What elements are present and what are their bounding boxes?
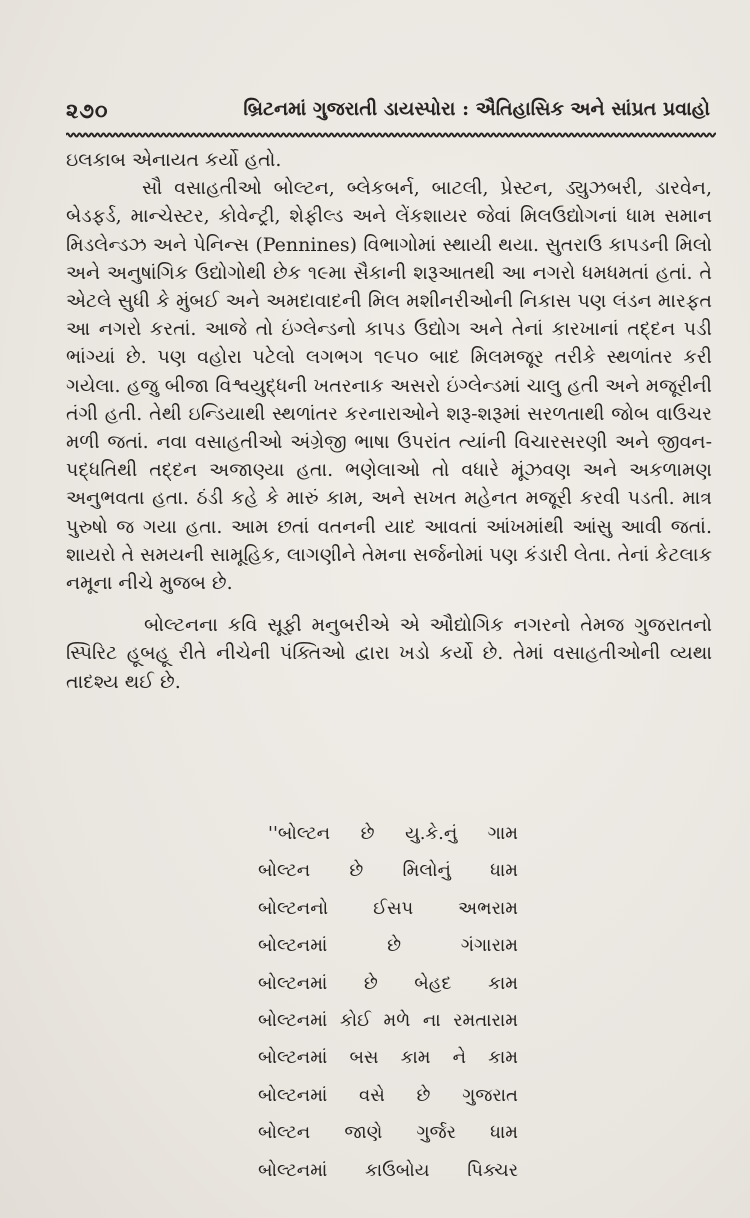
poem-line: બોલ્ટન છે મિલોનું ધામ <box>258 860 518 882</box>
page-header <box>66 98 710 134</box>
paragraph: સૌ વસાહતીઓ બોલ્ટન, બ્લેકબર્ન, બાટલી, પ્રેસ્ટન, ડ્યુઝબરી, ડારવેન, બેડફર્ડ, માન્ચેસ્ટર, કોવેન્ટ્રી, શેફીલ્ડ અને લેંકશાયર જેવાં મિલઉદ્યોગનાં ધામ સમાન મિડલેન્ડઝ અને પેનિન્સ (Pennines) વિભાગોમાં સ્થાયી થયા. સુતરાઉ કાપડની મિલો અને અનુષાંગિક ઉદ્યોગોથી છેક ૧૯મા સૈકાની શરૂઆતથી આ નગરો ધમધમતાં હતાં. તે એટલે સુધી કે મુંબઈ અને અમદાવાદની મિલ મશીનરીઓની નિકાસ પણ લંડન મારફત આ નગરો કરતાં. આજે તો ઇંગ્લેન્ડનો કાપડ ઉદ્યોગ અને તેનાં કારખાનાં તદ્દન પડી ભાંગ્યાં છે. પણ વહોરા પટેલો લગભગ ૧૯૫૦ બાદ મિલમજૂર તરીકે સ્થળાંતર કરી ગયેલા. હજુ બીજા વિશ્વયુદ્ધની ખતરનાક અસરો ઇંગ્લેન્ડમાં ચાલુ હતી અને મજૂરીની તંગી હતી. તેથી ઇન્ડિયાથી સ્થળાંતર કરનારાઓને શરૂ-શરૂમાં સરળતાથી જોબ વાઉચર મળી જતાં. નવા વસાહતીઓ અંગ્રેજી ભાષા ઉપરાંત ત્યાંની વિચારસરણી અને જીવન-પદ્ધતિથી તદ્દન અજાણ્યા હતા. ભણેલાઓ તો વધારે મૂંઝવણ અને અકળામણ અનુભવતા હતા. ઠંડી કહે કે મારું કામ, અને સખત મહેનત મજૂરી કરવી પડતી. માત્ર પુરુષો જ ગયા હતા. આમ છતાં વતનની યાદ આવતાં આંખમાંથી આંસુ આવી જતાં. શાયરો તે સમયની સામૂહિક, લાગણીને તેમના સર્જનોમાં પણ કંડારી લેતા. તેનાં કેટલાક નમૂના નીચે મુજબ છે. <box>66 177 712 595</box>
poem-line: બોલ્ટનનો ઈસપ અભરામ <box>258 897 518 919</box>
wavy-divider <box>66 131 716 139</box>
poem <box>258 815 518 1189</box>
body-text <box>66 146 712 696</box>
page-number: ૨૭૦ <box>66 98 109 123</box>
poem-line: બોલ્ટનમાં કોઈ મળે ના રમતારામ <box>258 1009 518 1031</box>
poem-line: બોલ્ટનમાં છે ગંગારામ <box>258 935 518 957</box>
poem-line: બોલ્ટનમાં છે બેહદ કામ <box>258 972 518 994</box>
poem-line: બોલ્ટનમાં કાઉબોય પિક્ચર <box>258 1159 518 1181</box>
poem-line: બોલ્ટનમાં વસે છે ગુજરાત <box>258 1084 518 1106</box>
running-title: બ્રિટનમાં ગુજરાતી ડાયસ્પોરા : ઐતિહાસિક અને સાંપ્રત પ્રવાહો <box>243 98 710 120</box>
poem-line: બોલ્ટનમાં બસ કામ ને કામ <box>258 1047 518 1069</box>
paragraph: ઇલકાબ એનાયત કર્યો હતો. <box>66 149 282 171</box>
poem-line: બોલ્ટન જાણે ગુર્જર ધામ <box>258 1122 518 1144</box>
paragraph: બોલ્ટનના કવિ સૂફી મનુબરીએ એ ઔદ્યોગિક નગરનો તેમજ ગુજરાતનો સ્પિરિટ હૂબહૂ રીતે નીચેની પંક્તિઓ દ્વારા ખડો કર્યો છે. તેમાં વસાહતીઓની વ્યથા તાદશ્ય થઈ છે. <box>66 614 712 693</box>
poem-line: ''બોલ્ટન છે યુ.કે.નું ગામ <box>268 823 518 844</box>
